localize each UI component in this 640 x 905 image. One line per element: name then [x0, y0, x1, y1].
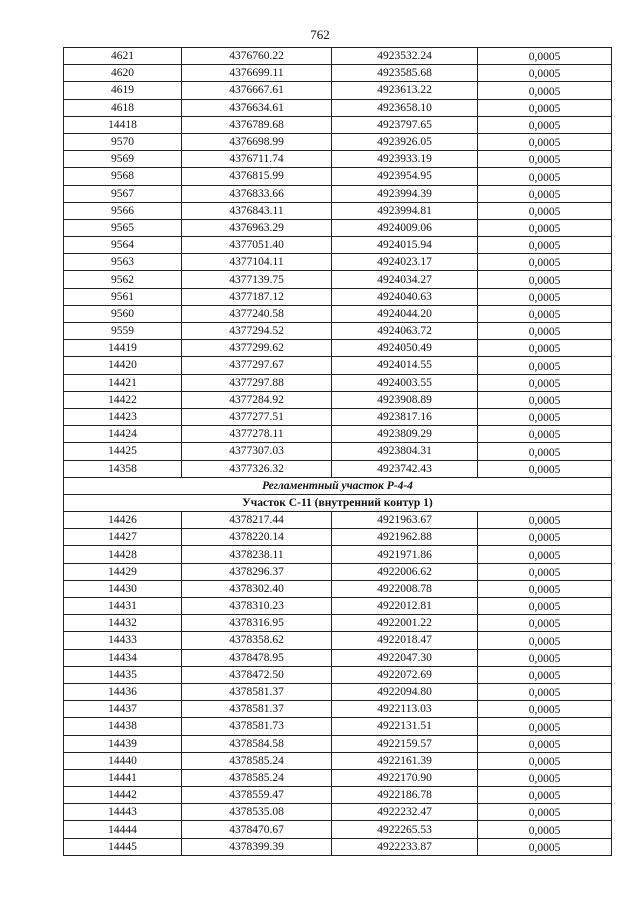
accuracy-value: 0,0005 — [478, 787, 612, 804]
y-coordinate: 4924009.06 — [332, 219, 478, 236]
x-coordinate: 4378238.11 — [182, 546, 332, 563]
table-row — [64, 443, 612, 460]
table-row — [64, 185, 612, 202]
coordinates-table — [63, 47, 612, 856]
table-row — [64, 615, 612, 632]
y-coordinate: 4924034.27 — [332, 271, 478, 288]
y-coordinate: 4922006.62 — [332, 563, 478, 580]
point-number: 9561 — [64, 288, 182, 305]
accuracy-value: 0,0005 — [478, 804, 612, 821]
y-coordinate: 4923994.81 — [332, 202, 478, 219]
accuracy-value: 0,0005 — [478, 443, 612, 460]
point-number: 14422 — [64, 391, 182, 408]
point-number: 14421 — [64, 374, 182, 391]
accuracy-value: 0,0005 — [478, 838, 612, 855]
x-coordinate: 4376963.29 — [182, 219, 332, 236]
x-coordinate: 4377307.03 — [182, 443, 332, 460]
accuracy-value: 0,0005 — [478, 666, 612, 683]
y-coordinate: 4924050.49 — [332, 340, 478, 357]
table-row — [64, 769, 612, 786]
table-row — [64, 804, 612, 821]
point-number: 14440 — [64, 752, 182, 769]
accuracy-value: 0,0005 — [478, 632, 612, 649]
x-coordinate: 4378296.37 — [182, 563, 332, 580]
accuracy-value: 0,0005 — [478, 237, 612, 254]
point-number: 9568 — [64, 168, 182, 185]
accuracy-value: 0,0005 — [478, 48, 612, 65]
y-coordinate: 4923585.68 — [332, 65, 478, 82]
table-row — [64, 48, 612, 65]
accuracy-value: 0,0005 — [478, 288, 612, 305]
point-number: 4618 — [64, 99, 182, 116]
table-row — [64, 735, 612, 752]
x-coordinate: 4378585.24 — [182, 769, 332, 786]
point-number: 14439 — [64, 735, 182, 752]
y-coordinate: 4922008.78 — [332, 580, 478, 597]
x-coordinate: 4378472.50 — [182, 666, 332, 683]
y-coordinate: 4922233.87 — [332, 838, 478, 855]
table-row — [64, 546, 612, 563]
x-coordinate: 4377187.12 — [182, 288, 332, 305]
point-number: 14358 — [64, 460, 182, 477]
accuracy-value: 0,0005 — [478, 391, 612, 408]
y-coordinate: 4922047.30 — [332, 649, 478, 666]
table-row — [64, 649, 612, 666]
point-number: 9559 — [64, 323, 182, 340]
y-coordinate: 4924003.55 — [332, 374, 478, 391]
accuracy-value: 0,0005 — [478, 357, 612, 374]
point-number: 9566 — [64, 202, 182, 219]
table-row — [64, 254, 612, 271]
table-row — [64, 512, 612, 529]
table-row — [64, 305, 612, 322]
table-row — [64, 237, 612, 254]
accuracy-value: 0,0005 — [478, 408, 612, 425]
y-coordinate: 4922265.53 — [332, 821, 478, 838]
y-coordinate: 4924040.63 — [332, 288, 478, 305]
y-coordinate: 4924023.17 — [332, 254, 478, 271]
x-coordinate: 4378581.37 — [182, 701, 332, 718]
x-coordinate: 4378310.23 — [182, 598, 332, 615]
accuracy-value: 0,0005 — [478, 529, 612, 546]
x-coordinate: 4376634.61 — [182, 99, 332, 116]
table-row — [64, 82, 612, 99]
point-number: 4620 — [64, 65, 182, 82]
point-number: 14423 — [64, 408, 182, 425]
x-coordinate: 4377299.62 — [182, 340, 332, 357]
y-coordinate: 4922018.47 — [332, 632, 478, 649]
y-coordinate: 4921963.67 — [332, 512, 478, 529]
point-number: 14443 — [64, 804, 182, 821]
x-coordinate: 4376711.74 — [182, 151, 332, 168]
accuracy-value: 0,0005 — [478, 649, 612, 666]
section-row — [64, 477, 612, 494]
accuracy-value: 0,0005 — [478, 683, 612, 700]
x-coordinate: 4377297.88 — [182, 374, 332, 391]
x-coordinate: 4376789.68 — [182, 116, 332, 133]
table-row — [64, 99, 612, 116]
accuracy-value: 0,0005 — [478, 305, 612, 322]
point-number: 9564 — [64, 237, 182, 254]
y-coordinate: 4923817.16 — [332, 408, 478, 425]
table-row — [64, 701, 612, 718]
accuracy-value: 0,0005 — [478, 512, 612, 529]
y-coordinate: 4923804.31 — [332, 443, 478, 460]
accuracy-value: 0,0005 — [478, 271, 612, 288]
x-coordinate: 4378535.08 — [182, 804, 332, 821]
page-number: 762 — [310, 27, 330, 42]
point-number: 14432 — [64, 615, 182, 632]
x-coordinate: 4378220.14 — [182, 529, 332, 546]
point-number: 9569 — [64, 151, 182, 168]
table-row — [64, 133, 612, 150]
accuracy-value: 0,0005 — [478, 254, 612, 271]
y-coordinate: 4922094.80 — [332, 683, 478, 700]
x-coordinate: 4377139.75 — [182, 271, 332, 288]
x-coordinate: 4376843.11 — [182, 202, 332, 219]
x-coordinate: 4378585.24 — [182, 752, 332, 769]
accuracy-value: 0,0005 — [478, 116, 612, 133]
accuracy-value: 0,0005 — [478, 185, 612, 202]
table-row — [64, 65, 612, 82]
x-coordinate: 4378584.58 — [182, 735, 332, 752]
point-number: 14435 — [64, 666, 182, 683]
point-number: 14428 — [64, 546, 182, 563]
x-coordinate: 4376760.22 — [182, 48, 332, 65]
table-row — [64, 821, 612, 838]
accuracy-value: 0,0005 — [478, 460, 612, 477]
point-number: 14419 — [64, 340, 182, 357]
table-row — [64, 340, 612, 357]
point-number: 14427 — [64, 529, 182, 546]
subsection-title: Участок С-11 (внутренний контур 1) — [64, 494, 612, 511]
point-number: 14436 — [64, 683, 182, 700]
point-number: 9563 — [64, 254, 182, 271]
accuracy-value: 0,0005 — [478, 82, 612, 99]
y-coordinate: 4921962.88 — [332, 529, 478, 546]
point-number: 14426 — [64, 512, 182, 529]
x-coordinate: 4377297.67 — [182, 357, 332, 374]
x-coordinate: 4378478.95 — [182, 649, 332, 666]
table-row — [64, 787, 612, 804]
table-row — [64, 683, 612, 700]
x-coordinate: 4376698.99 — [182, 133, 332, 150]
y-coordinate: 4922232.47 — [332, 804, 478, 821]
y-coordinate: 4922072.69 — [332, 666, 478, 683]
y-coordinate: 4923613.22 — [332, 82, 478, 99]
table-row — [64, 357, 612, 374]
x-coordinate: 4377104.11 — [182, 254, 332, 271]
accuracy-value: 0,0005 — [478, 374, 612, 391]
point-number: 4621 — [64, 48, 182, 65]
x-coordinate: 4376833.66 — [182, 185, 332, 202]
y-coordinate: 4922159.57 — [332, 735, 478, 752]
y-coordinate: 4924014.55 — [332, 357, 478, 374]
table-row — [64, 271, 612, 288]
table-row — [64, 632, 612, 649]
table-row — [64, 426, 612, 443]
point-number: 14437 — [64, 701, 182, 718]
x-coordinate: 4377326.32 — [182, 460, 332, 477]
point-number: 14442 — [64, 787, 182, 804]
table-row — [64, 288, 612, 305]
y-coordinate: 4922170.90 — [332, 769, 478, 786]
accuracy-value: 0,0005 — [478, 426, 612, 443]
accuracy-value: 0,0005 — [478, 202, 612, 219]
y-coordinate: 4924063.72 — [332, 323, 478, 340]
x-coordinate: 4378399.39 — [182, 838, 332, 855]
accuracy-value: 0,0005 — [478, 323, 612, 340]
table-row — [64, 529, 612, 546]
x-coordinate: 4378302.40 — [182, 580, 332, 597]
x-coordinate: 4377240.58 — [182, 305, 332, 322]
x-coordinate: 4378581.37 — [182, 683, 332, 700]
accuracy-value: 0,0005 — [478, 99, 612, 116]
table-body-bottom — [64, 512, 612, 856]
point-number: 14429 — [64, 563, 182, 580]
table-row — [64, 374, 612, 391]
subsection-row — [64, 494, 612, 511]
point-number: 9570 — [64, 133, 182, 150]
accuracy-value: 0,0005 — [478, 546, 612, 563]
coordinates-sheet — [63, 47, 611, 856]
y-coordinate: 4923532.24 — [332, 48, 478, 65]
point-number: 14430 — [64, 580, 182, 597]
table-row — [64, 116, 612, 133]
x-coordinate: 4378581.73 — [182, 718, 332, 735]
table-row — [64, 408, 612, 425]
table-row — [64, 580, 612, 597]
x-coordinate: 4377284.92 — [182, 391, 332, 408]
accuracy-value: 0,0005 — [478, 219, 612, 236]
table-body-top — [64, 48, 612, 478]
point-number: 14418 — [64, 116, 182, 133]
section-title: Регламентный участок Р-4-4 — [64, 477, 612, 494]
y-coordinate: 4923908.89 — [332, 391, 478, 408]
point-number: 9565 — [64, 219, 182, 236]
table-row — [64, 563, 612, 580]
y-coordinate: 4923797.65 — [332, 116, 478, 133]
y-coordinate: 4923658.10 — [332, 99, 478, 116]
table-row — [64, 168, 612, 185]
y-coordinate: 4922113.03 — [332, 701, 478, 718]
point-number: 14444 — [64, 821, 182, 838]
table-section-header — [64, 477, 612, 511]
accuracy-value: 0,0005 — [478, 598, 612, 615]
accuracy-value: 0,0005 — [478, 769, 612, 786]
table-row — [64, 323, 612, 340]
x-coordinate: 4376815.99 — [182, 168, 332, 185]
y-coordinate: 4923954.95 — [332, 168, 478, 185]
point-number: 14424 — [64, 426, 182, 443]
x-coordinate: 4378316.95 — [182, 615, 332, 632]
table-row — [64, 598, 612, 615]
point-number: 14434 — [64, 649, 182, 666]
accuracy-value: 0,0005 — [478, 735, 612, 752]
point-number: 14433 — [64, 632, 182, 649]
table-row — [64, 460, 612, 477]
x-coordinate: 4377051.40 — [182, 237, 332, 254]
table-row — [64, 202, 612, 219]
table-row — [64, 219, 612, 236]
point-number: 14431 — [64, 598, 182, 615]
y-coordinate: 4921971.86 — [332, 546, 478, 563]
x-coordinate: 4376699.11 — [182, 65, 332, 82]
point-number: 14420 — [64, 357, 182, 374]
accuracy-value: 0,0005 — [478, 701, 612, 718]
accuracy-value: 0,0005 — [478, 151, 612, 168]
y-coordinate: 4923933.19 — [332, 151, 478, 168]
accuracy-value: 0,0005 — [478, 133, 612, 150]
table-row — [64, 391, 612, 408]
x-coordinate: 4377277.51 — [182, 408, 332, 425]
x-coordinate: 4378559.47 — [182, 787, 332, 804]
table-row — [64, 666, 612, 683]
y-coordinate: 4923926.05 — [332, 133, 478, 150]
table-row — [64, 718, 612, 735]
point-number: 14445 — [64, 838, 182, 855]
accuracy-value: 0,0005 — [478, 752, 612, 769]
accuracy-value: 0,0005 — [478, 718, 612, 735]
point-number: 14438 — [64, 718, 182, 735]
point-number: 9567 — [64, 185, 182, 202]
point-number: 14441 — [64, 769, 182, 786]
y-coordinate: 4922001.22 — [332, 615, 478, 632]
y-coordinate: 4924044.20 — [332, 305, 478, 322]
table-row — [64, 752, 612, 769]
y-coordinate: 4922186.78 — [332, 787, 478, 804]
y-coordinate: 4923994.39 — [332, 185, 478, 202]
accuracy-value: 0,0005 — [478, 615, 612, 632]
table-row — [64, 838, 612, 855]
y-coordinate: 4922012.81 — [332, 598, 478, 615]
y-coordinate: 4923742.43 — [332, 460, 478, 477]
accuracy-value: 0,0005 — [478, 65, 612, 82]
accuracy-value: 0,0005 — [478, 580, 612, 597]
y-coordinate: 4922161.39 — [332, 752, 478, 769]
table-row — [64, 151, 612, 168]
x-coordinate: 4378470.67 — [182, 821, 332, 838]
accuracy-value: 0,0005 — [478, 168, 612, 185]
x-coordinate: 4378358.62 — [182, 632, 332, 649]
y-coordinate: 4924015.94 — [332, 237, 478, 254]
x-coordinate: 4376667.61 — [182, 82, 332, 99]
point-number: 14425 — [64, 443, 182, 460]
x-coordinate: 4377278.11 — [182, 426, 332, 443]
accuracy-value: 0,0005 — [478, 563, 612, 580]
accuracy-value: 0,0005 — [478, 340, 612, 357]
point-number: 9560 — [64, 305, 182, 322]
y-coordinate: 4922131.51 — [332, 718, 478, 735]
accuracy-value: 0,0005 — [478, 821, 612, 838]
y-coordinate: 4923809.29 — [332, 426, 478, 443]
x-coordinate: 4378217.44 — [182, 512, 332, 529]
x-coordinate: 4377294.52 — [182, 323, 332, 340]
point-number: 4619 — [64, 82, 182, 99]
point-number: 9562 — [64, 271, 182, 288]
